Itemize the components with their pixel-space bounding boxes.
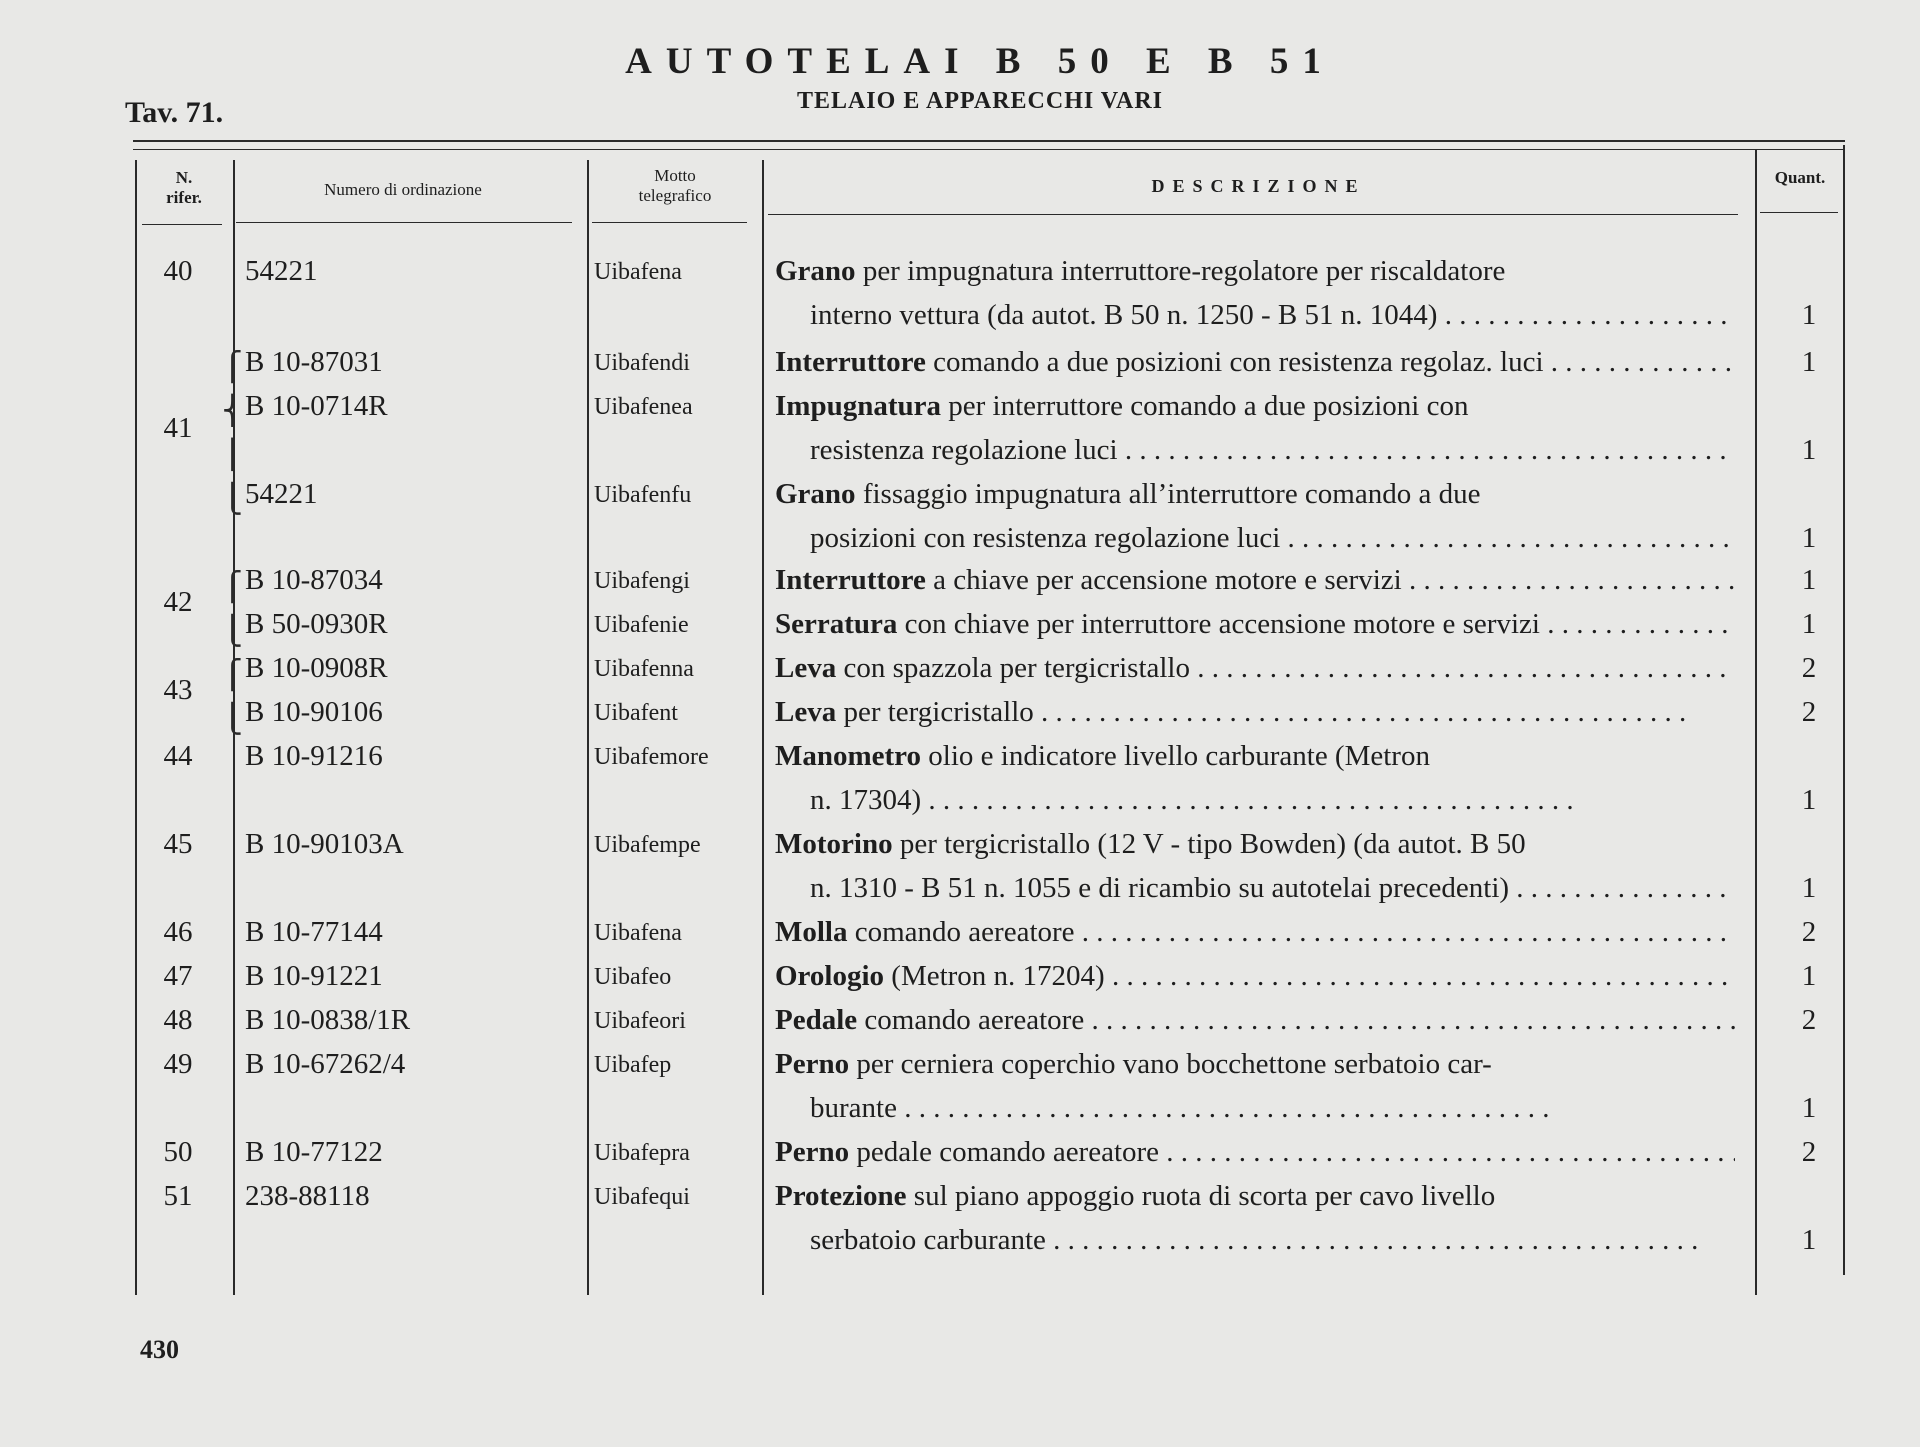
description-keyword: Grano — [775, 255, 856, 287]
description-keyword: Orologio — [775, 960, 885, 992]
table-top-rule — [133, 140, 1845, 142]
quantity: 2 — [1801, 1004, 1817, 1036]
quantity: 2 — [1801, 652, 1817, 684]
description-text: a chiave per accensione motore e servizi — [925, 564, 1402, 596]
description-keyword: Leva — [775, 696, 837, 728]
telegraph-code: Uibafent — [594, 700, 678, 726]
description-text: olio e indicatore livello carburante (Metron — [921, 740, 1430, 772]
description — [775, 346, 1735, 379]
description — [775, 652, 1735, 685]
header-underline — [592, 222, 747, 223]
description-text: sul piano appoggio ruota di scorta per cavo livello — [906, 1180, 1496, 1212]
description — [775, 696, 1735, 729]
description-keyword: Leva — [775, 652, 837, 684]
page-subtitle: TELAIO E APPARECCHI VARI — [796, 88, 1164, 114]
quantity: 1 — [1801, 1224, 1817, 1256]
description-keyword: Molla — [775, 916, 848, 948]
ref-number: 46 — [163, 916, 193, 948]
telegraph-code: Uibafenie — [594, 612, 689, 638]
quantity: 2 — [1801, 1136, 1817, 1168]
header-motto — [590, 166, 760, 206]
page-title: AUTOTELAI B 50 E B 51 — [625, 41, 1335, 82]
telegraph-code: Uibafenna — [594, 656, 694, 682]
column-divider — [587, 160, 589, 1295]
description-text: con spazzola per tergicristallo — [836, 652, 1190, 684]
order-number: B 10-67262/4 — [245, 1048, 406, 1080]
quantity: 1 — [1801, 299, 1817, 331]
telegraph-code: Uibafep — [594, 1052, 672, 1078]
description — [775, 960, 1735, 993]
quantity: 1 — [1801, 564, 1817, 596]
ref-number: 47 — [163, 960, 193, 992]
telegraph-code: Uibafemore — [594, 744, 709, 770]
description-text: pedale comando aereatore — [849, 1136, 1160, 1168]
order-number: B 10-91216 — [245, 740, 383, 772]
telegraph-code: Uibafena — [594, 920, 682, 946]
description-continuation: n. 17304) . . . — [810, 784, 1735, 817]
description-text: per tergicristallo (12 V - tipo Bowden) (da autot. B 50 — [892, 828, 1526, 860]
quantity: 2 — [1801, 696, 1817, 728]
ref-number: 51 — [163, 1180, 193, 1212]
ref-number: 40 — [163, 255, 193, 287]
description — [775, 564, 1735, 597]
quantity: 1 — [1801, 960, 1817, 992]
column-divider — [135, 160, 137, 1295]
header-motto-line1: Motto — [654, 166, 696, 185]
quantity: 2 — [1801, 916, 1817, 948]
quantity: 1 — [1801, 522, 1817, 554]
order-number: B 50-0930R — [245, 608, 388, 640]
header-ref — [138, 168, 230, 208]
description-continuation: serbatoio carburante . . . — [810, 1224, 1735, 1257]
description-continuation: burante . . . — [810, 1092, 1735, 1125]
description-text: comando aereatore — [847, 916, 1075, 948]
order-number: B 10-0908R — [245, 652, 388, 684]
order-number: B 10-87034 — [245, 564, 383, 596]
ref-number: 41 — [163, 412, 193, 444]
description — [775, 916, 1735, 949]
description-keyword: Impugnatura — [775, 390, 941, 422]
order-number: B 10-90106 — [245, 696, 383, 728]
column-divider — [1755, 150, 1757, 1295]
description-text: comando a due posizioni con resistenza regolaz. luci — [925, 346, 1544, 378]
ref-number: 50 — [163, 1136, 193, 1168]
header-underline — [142, 224, 222, 225]
description-keyword: Interruttore — [775, 346, 926, 378]
description-keyword: Protezione — [775, 1180, 907, 1212]
description-text: comando aereatore — [857, 1004, 1085, 1036]
quantity: 1 — [1801, 1092, 1817, 1124]
description-text: fissaggio impugnatura all’interruttore comando a due — [855, 478, 1481, 510]
ref-number: 43 — [163, 674, 193, 706]
description-keyword: Perno — [775, 1136, 850, 1168]
telegraph-code: Uibafempe — [594, 832, 701, 858]
header-numero: Numero di ordinazione — [324, 180, 482, 199]
description-continuation: interno vettura (da autot. B 50 n. 1250 - B 51 n. 1044) . . . — [810, 299, 1735, 332]
ref-number: 49 — [163, 1048, 193, 1080]
order-number: B 10-90103A — [245, 828, 404, 860]
header-ref-line2: rifer. — [166, 188, 202, 207]
ref-number: 48 — [163, 1004, 193, 1036]
description-keyword: Serratura — [775, 608, 898, 640]
column-divider — [762, 160, 764, 1295]
description — [775, 390, 1735, 423]
description — [775, 608, 1735, 641]
description-keyword: Perno — [775, 1048, 850, 1080]
group-brace-43: ⎧ ⎩ — [222, 658, 243, 735]
header-ref-line1: N. — [175, 168, 193, 187]
header-underline — [236, 222, 572, 223]
description-text: (Metron n. 17204) — [884, 960, 1105, 992]
description — [775, 828, 1735, 861]
order-number: B 10-77122 — [245, 1136, 383, 1168]
quantity: 1 — [1801, 872, 1817, 904]
telegraph-code: Uibafengi — [594, 568, 690, 594]
telegraph-code: Uibafendi — [594, 350, 690, 376]
header-underline — [1760, 212, 1838, 213]
description-text: per cerniera coperchio vano bocchettone serbatoio car- — [849, 1048, 1492, 1080]
order-number: B 10-91221 — [245, 960, 383, 992]
order-number: B 10-0838/1R — [245, 1004, 411, 1036]
description — [775, 478, 1735, 511]
quantity: 1 — [1801, 346, 1817, 378]
telegraph-code: Uibafequi — [594, 1184, 690, 1210]
column-divider — [1843, 145, 1845, 1275]
quantity: 1 — [1801, 784, 1817, 816]
description-text: con chiave per interruttore accensione motore e servizi — [897, 608, 1540, 640]
description — [775, 255, 1735, 288]
telegraph-code: Uibafeori — [594, 1008, 686, 1034]
order-number: B 10-0714R — [245, 390, 388, 422]
description-continuation: resistenza regolazione luci . . . — [810, 434, 1735, 467]
description-text: per interruttore comando a due posizioni con — [941, 390, 1469, 422]
order-number: 54221 — [245, 255, 318, 287]
ref-number: 42 — [163, 586, 193, 618]
description — [775, 1180, 1735, 1213]
description-keyword: Interruttore — [775, 564, 926, 596]
description — [775, 1136, 1735, 1169]
telegraph-code: Uibafepra — [594, 1140, 690, 1166]
description-text: per tergicristallo — [836, 696, 1034, 728]
order-number: 54221 — [245, 478, 318, 510]
description — [775, 1004, 1735, 1037]
telegraph-code: Uibafena — [594, 259, 682, 285]
telegraph-code: Uibafenea — [594, 394, 693, 420]
description — [775, 740, 1735, 773]
description-keyword: Manometro — [775, 740, 922, 772]
description-continuation: posizioni con resistenza regolazione luci . . . — [810, 522, 1735, 555]
description-text: per impugnatura interruttore-regolatore per riscaldatore — [855, 255, 1506, 287]
quantity: 1 — [1801, 608, 1817, 640]
ref-number: 44 — [163, 740, 193, 772]
description-continuation: n. 1310 - B 51 n. 1055 e di ricambio su autotelai precedenti) . . . — [810, 872, 1735, 905]
order-number: B 10-87031 — [245, 346, 383, 378]
table-top-rule-inner — [133, 149, 1845, 150]
order-number: B 10-77144 — [245, 916, 383, 948]
header-underline — [768, 214, 1738, 215]
page-number: 430 — [140, 1335, 179, 1364]
header-motto-line2: telegrafico — [638, 186, 712, 205]
group-brace-42: ⎧ ⎩ — [222, 570, 243, 647]
header-quant: Quant. — [1774, 168, 1826, 187]
description — [775, 1048, 1735, 1081]
description-keyword: Grano — [775, 478, 856, 510]
ref-number: 45 — [163, 828, 193, 860]
telegraph-code: Uibafeo — [594, 964, 672, 990]
plate-number: Tav. 71. — [125, 96, 224, 129]
header-descrizione: DESCRIZIONE — [1151, 176, 1366, 196]
telegraph-code: Uibafenfu — [594, 482, 692, 508]
quantity: 1 — [1801, 434, 1817, 466]
group-brace-41: ⎧ ⎨ ⎪ ⎩ — [222, 350, 243, 515]
description-keyword: Motorino — [775, 828, 893, 860]
order-number: 238-88118 — [245, 1180, 370, 1212]
description-keyword: Pedale — [775, 1004, 858, 1036]
